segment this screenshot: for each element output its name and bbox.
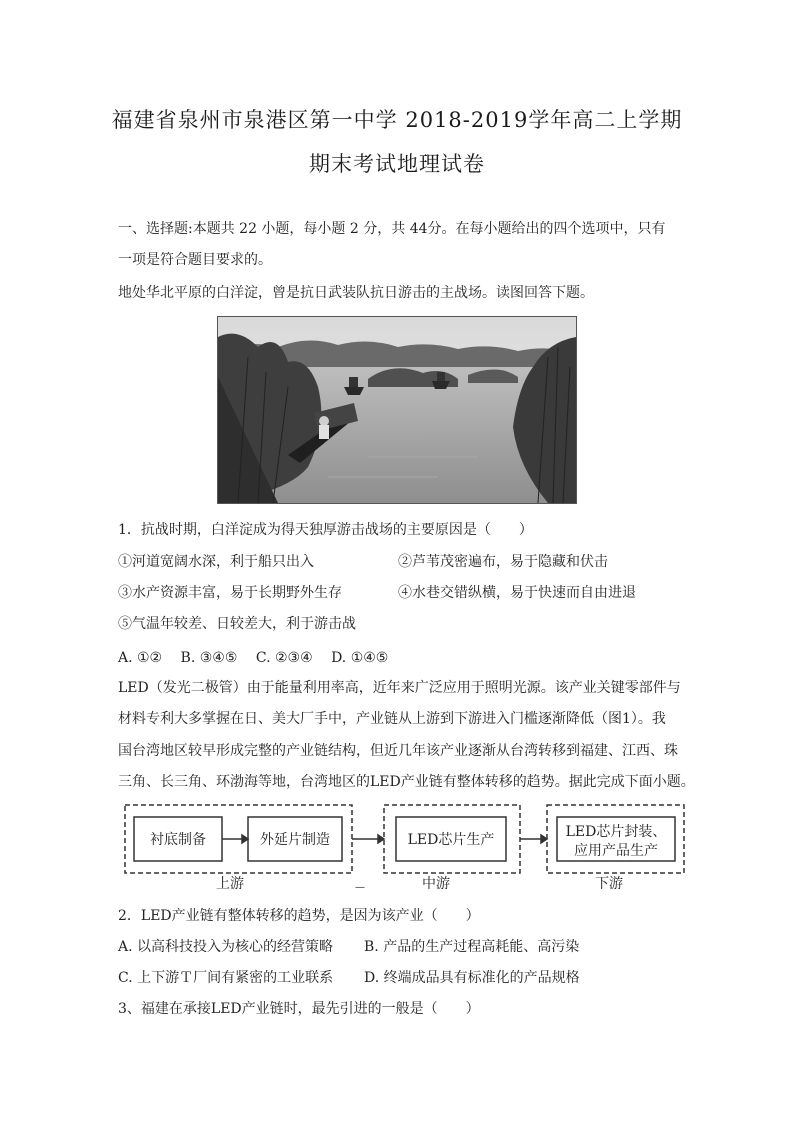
section-instructions-line1: 一、选择题:本题共 22 小题，每小题 2 分，共 44分。在每小题给出的四个选项中，只有 xyxy=(118,221,666,237)
downstream-label: 下游 xyxy=(595,876,623,892)
packaging-label-line2: 应用产品生产 xyxy=(574,843,658,859)
q2-option-a: A. 以高科技投入为核心的经营策略 xyxy=(118,939,334,955)
q1-option-1: ①河道宽阔水深，利于船只出入 xyxy=(118,554,314,570)
baiyangdian-photo xyxy=(217,316,577,504)
q1-choices: A. ①② B. ③④⑤ C. ②③④ D. ①④⑤ xyxy=(118,650,389,666)
packaging-label-line1: LED芯片封装、 xyxy=(565,824,667,840)
q2-option-d: D. 终端成品具有标准化的产品规格 xyxy=(364,970,580,986)
led-industry-chain-diagram xyxy=(124,803,686,895)
passage-led-line1: LED（发光二极管）由于能量利用率高，近年来广泛应用于照明光源。该产业关键零部件与 xyxy=(118,680,681,696)
q2-option-b: B. 产品的生产过程高耗能、高污染 xyxy=(364,939,580,955)
q1-stem: 1．抗战时期，白洋淀成为得天独厚游击战场的主要原因是（ ） xyxy=(118,522,533,538)
q1-option-5: ⑤气温年较差、日较差大，利于游击战 xyxy=(118,616,356,632)
q2-option-c: C. 上下游Ｔ厂间有紧密的工业联系 xyxy=(118,970,334,986)
upstream-label: 上游 xyxy=(216,876,244,892)
midstream-label: 中游 xyxy=(422,876,450,892)
q1-option-3: ③水产资源丰富，易于长期野外生存 xyxy=(118,585,342,601)
separator-mark: — xyxy=(355,882,365,893)
arrow-icon xyxy=(378,835,384,843)
epitaxial-label: 外延片制造 xyxy=(260,832,330,848)
arrow-icon xyxy=(541,835,547,843)
q3-stem: 3、福建在承接LED产业链时，最先引进的一般是（ ） xyxy=(118,1001,480,1017)
arrow-icon xyxy=(242,835,248,843)
passage-led-line4: 三角、长三角、环渤海等地，台湾地区的LED产业链有整体转移的趋势。据此完成下面小题。 xyxy=(118,774,695,790)
exam-title-line1: 福建省泉州市泉港区第一中学 2018-2019学年高二上学期 xyxy=(111,108,683,132)
wetland-scene-illustration xyxy=(218,317,576,503)
passage-led-line3: 国台湾地区较早形成完整的产业链结构，但近几年该产业逐渐从台湾转移到福建、江西、珠 xyxy=(118,743,678,759)
passage-baiyangdian: 地处华北平原的白洋淀，曾是抗日武装队抗日游击的主战场。读图回答下题。 xyxy=(118,285,594,301)
led-chip-label: LED芯片生产 xyxy=(407,832,495,848)
q1-option-4: ④水巷交错纵横，易于快速而自由进退 xyxy=(398,585,636,601)
substrate-label: 衬底制备 xyxy=(150,832,206,848)
exam-title-line2: 期末考试地理试卷 xyxy=(309,152,485,176)
q1-option-2: ②芦苇茂密遍布，易于隐藏和伏击 xyxy=(398,554,608,570)
passage-led-line2: 材料专利大多掌握在日、美大厂手中，产业链从上游到下游进入门槛逐渐降低（图1）。我 xyxy=(118,711,666,727)
section-instructions-line2: 一项是符合题目要求的。 xyxy=(118,252,272,268)
q2-stem: 2．LED产业链有整体转移的趋势，是因为该产业（ ） xyxy=(118,908,480,924)
